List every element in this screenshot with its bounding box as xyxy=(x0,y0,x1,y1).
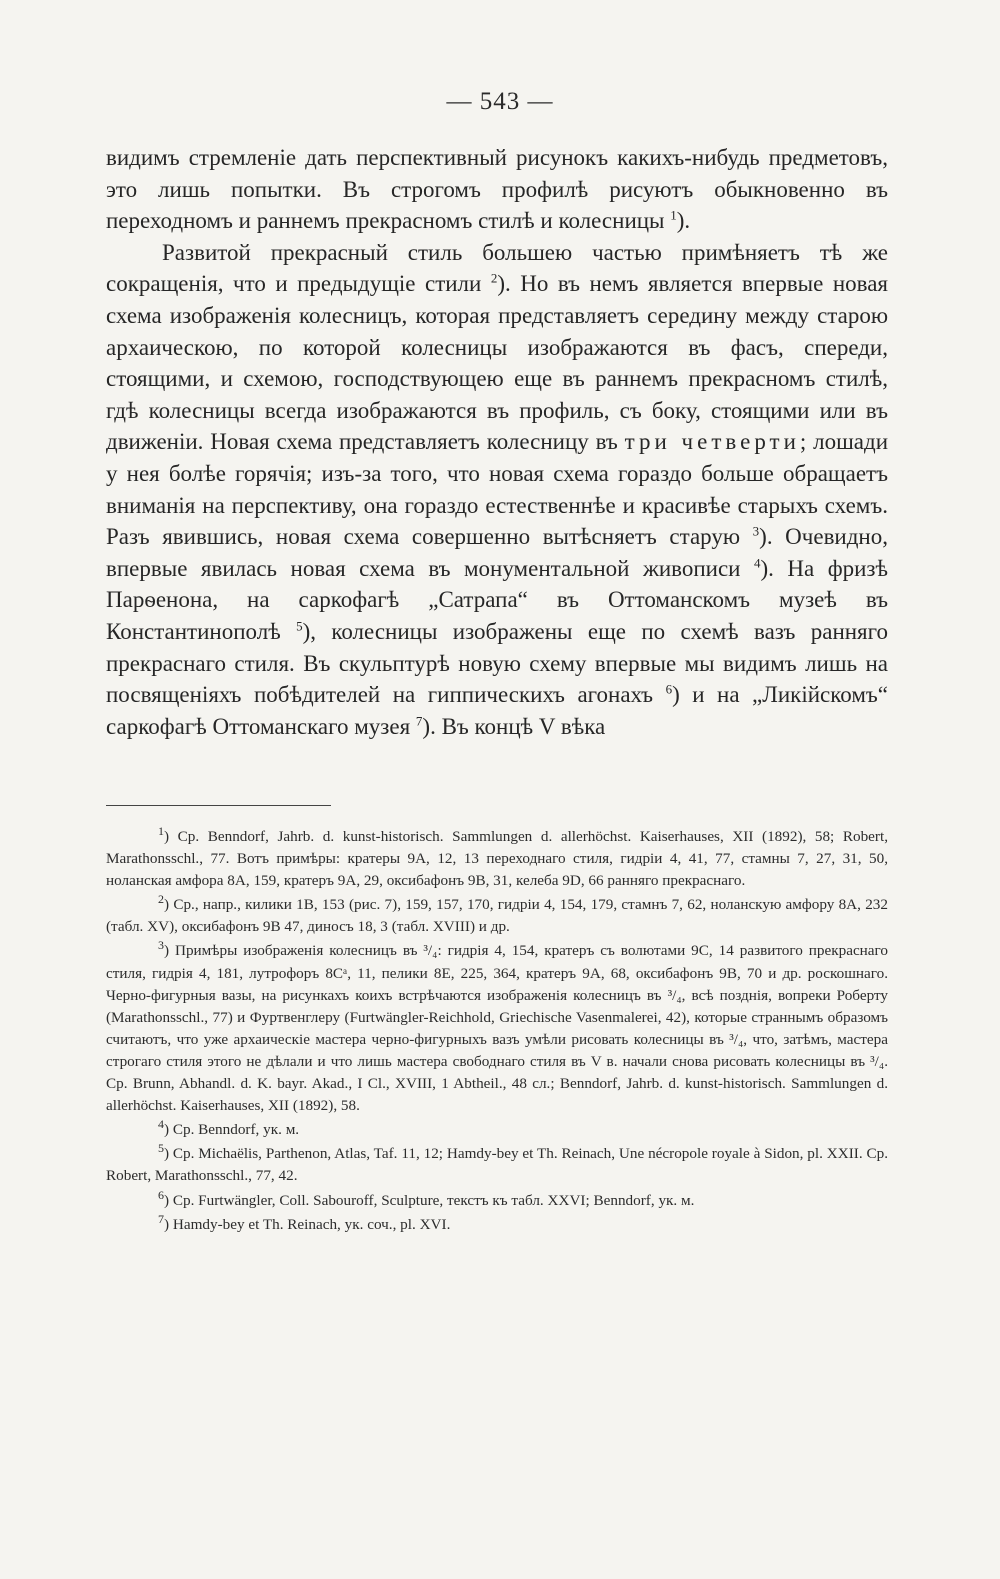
footnote-ref-6[interactable]: 6 xyxy=(665,681,673,697)
footnote-ref-2[interactable]: 2 xyxy=(490,270,498,286)
footnote-text: ) Cp. Michaëlis, Parthenon, Atlas, Taf. 11, 12; Hamdy-bey et Th. Reinach, Une nécropole royale à Sidon, pl. XXII. Cp. Robert, Marathonsschl., 77, 42. xyxy=(106,1145,888,1185)
paragraph-1-text: видимъ стремленіе дать перспективный рисунокъ какихъ-нибудь предметовъ, это лишь попытки. Въ строгомъ профилѣ рисуютъ обыкновенно въ переходномъ и раннемъ прекрасномъ стилѣ и колесницы xyxy=(106,145,888,234)
footnote-ref-3[interactable]: 3 xyxy=(752,523,760,539)
paragraph-2-text-b: ). Но въ немъ является впервые новая схема изображенія колесницъ, которая представляетъ середину между старою архаическою, по которой колесницы изображаются въ фасъ, спереди, стоящими, и схемою, господствующею еще въ раннемъ прекрасномъ стилѣ, гдѣ колесницы всегда изображаются въ профиль, съ боку, стоящими или въ движеніи. Новая схема представляетъ колесницу въ xyxy=(106,271,888,455)
paragraph-2-text-a: Развитой прекрасный стиль большею частью примѣняетъ тѣ же сокращенія, что и предыдущіе стили xyxy=(106,239,888,297)
footnote-ref-1[interactable]: 1 xyxy=(670,207,677,223)
footnote-text: ) Cp. Benndorf, ук. м. xyxy=(164,1121,300,1139)
footnote-1 xyxy=(106,823,888,892)
footnote-text: ) Cp. Furtwängler, Coll. Sabouroff, Sculpture, текстъ къ табл. XXVI; Benndorf, ук. м. xyxy=(164,1191,695,1209)
page-number: — 543 — xyxy=(446,88,554,115)
paragraph-2-text-f: ), колесницы изображены еще по схемѣ вазъ ранняго прекраснаго стиля. Въ скульптурѣ новую схему впервые мы видимъ лишь на посвященіяхъ побѣдителей на гиппическихъ агонахъ xyxy=(106,618,888,708)
footnotes xyxy=(106,823,888,1238)
footnote-2 xyxy=(106,894,888,938)
footnote-mark: 3 xyxy=(158,938,164,953)
footnote-mark: 6 xyxy=(158,1187,164,1202)
spaced-emphasis: три четверти xyxy=(624,429,800,455)
footnote-mark: 4 xyxy=(158,1117,164,1132)
main-text xyxy=(106,142,888,742)
footnote-mark: 1 xyxy=(158,823,164,838)
footnote-mark: 2 xyxy=(158,892,164,907)
footnote-ref-5[interactable]: 5 xyxy=(296,618,303,634)
footnote-3 xyxy=(106,940,888,1117)
footnote-mark: 5 xyxy=(158,1141,164,1156)
footnote-5 xyxy=(106,1143,888,1187)
footnote-text: ) Ср., напр., килики 1В, 153 (рис. 7), 159, 157, 170, гидріи 4, 154, 179, стамнъ 7, 62, ноланскую амфору 8А, 232 (табл. XV), оксибафонъ 9В 47, диносъ 18, 3 (табл. XVIII) и др. xyxy=(106,896,888,936)
footnote-7 xyxy=(106,1211,888,1236)
paragraph-2-text-g: ) и на „Ликійскомъ“ саркофагѣ Оттоманскаго музея xyxy=(106,682,888,739)
footnote-6 xyxy=(106,1187,888,1212)
footnote-separator xyxy=(106,805,331,806)
footnote-mark: 7 xyxy=(158,1211,164,1226)
paragraph-1 xyxy=(106,142,888,237)
paragraph-2 xyxy=(106,237,888,743)
paragraph-1-end: ). xyxy=(676,208,691,234)
footnote-4 xyxy=(106,1119,888,1141)
paragraph-2-text-e: ). На фризѣ Парѳенона, на саркофагѣ „Сатрапа“ въ Оттоманскомъ музеѣ въ Константинополѣ xyxy=(106,555,888,644)
footnote-ref-4[interactable]: 4 xyxy=(753,555,761,571)
footnote-ref-7[interactable]: 7 xyxy=(415,713,423,729)
footnote-text: ) Hamdy-bey et Th. Reinach, ук. соч., pl. XVI. xyxy=(164,1215,451,1233)
paragraph-2-text-c: ; лошади у нея болѣе горячія; изъ-за того, что новая схема гораздо больше обращаетъ вниманія на перспективу, она гораздо естественнѣе и красивѣе старыхъ схемъ. Разъ явившись, новая схема совершенно вытѣсняетъ старую xyxy=(106,429,888,550)
footnote-text: ) Cp. Benndorf, Jahrb. d. kunst-historisch. Sammlungen d. allerhöchst. Kaiserhauses, XII (1892), 58; Robert, Marathonsschl., 77. Вотъ примѣры: кратеры 9А, 12, 13 переходнаго стиля, гидріи 4, 41, 77, стамны 7, 27, 31, 50, ноланская амфора 8А, 159, кратеръ 9А, 29, оксибафонъ 9В, 31, келеба 9D, 66 ранняго прекраснаго. xyxy=(106,828,888,890)
paragraph-2-text-h: ). Въ концѣ V вѣка xyxy=(422,713,606,739)
footnote-text: ) Примѣры изображенія колесницъ въ ³/₄: гидрія 4, 154, кратеръ съ волютами 9С, 14 развитого прекраснаго стиля, гидрія 4, 181, лутрофоръ 8Сᵃ, 11, пелики 8Е, 225, 364, кратеръ 9А, 68, оксибафонъ 9В, 70 и др. роскошнаго. Черно-фигурныя вазы, на рисункахъ коихъ встрѣчаются изображенія колесницъ въ ³/₄, всѣ позднія, вопреки Роберту (Marathonsschl., 77) и Фуртвенглеру (Furtwängler-Reichhold, Griechische Vasenmalerei, 42), которые страннымъ образомъ считаютъ, что уже архаическіе мастера черно-фигурныхъ вазъ умѣли рисовать колесницы въ ³/₄, что, затѣмъ, мастера строгаго стиля этого не дѣлали и что лишь мастера свободнаго стиля въ V в. начали снова рисовать колесницы въ ³/₄. Cp. Brunn, Abhandl. d. K. bayr. Akad., I Cl., XVIII, 1 Abtheil., 48 сл.; Benndorf, Jahrb. d. kunst-historisch. Sammlungen d. allerhöchst. Kaiserhauses, XII (1892), 58. xyxy=(106,942,888,1115)
paragraph-2-text-d: ). Очевидно, впервые явилась новая схема въ монументальной живописи xyxy=(106,524,888,581)
